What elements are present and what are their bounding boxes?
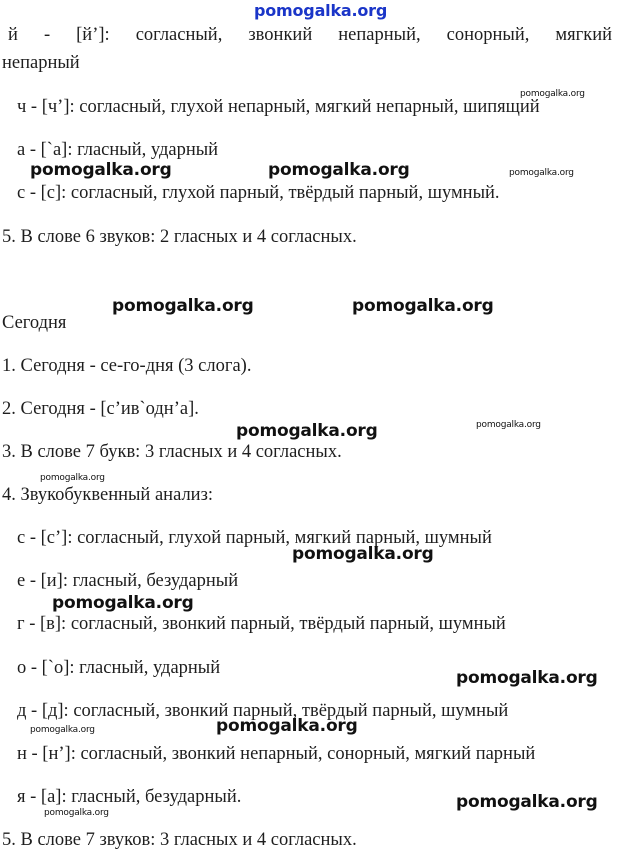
list-item-letters: 3. В слове 7 букв: 3 гласных и 4 согласных. <box>2 442 342 462</box>
watermark: pomogalka.org <box>520 89 585 99</box>
sound-line: о - [`о]: гласный, ударный <box>17 658 221 678</box>
watermark: pomogalka.org <box>112 296 254 316</box>
list-item-syllables: 1. Сегодня - се-го-дня (3 слога). <box>2 356 252 376</box>
sound-line-a: а - [`а]: гласный, ударный <box>17 140 219 160</box>
watermark: pomogalka.org <box>236 421 378 441</box>
watermark: pomogalka.org <box>216 716 358 736</box>
summary-2: 5. В слове 7 звуков: 3 гласных и 4 согласных. <box>2 830 357 850</box>
watermark: pomogalka.org <box>30 160 172 180</box>
watermark: pomogalka.org <box>30 725 95 735</box>
watermark: pomogalka.org <box>476 420 541 430</box>
sound-line: с - [с’]: согласный, глухой парный, мягкий парный, шумный <box>17 528 492 548</box>
list-item-analysis: 4. Звукобуквенный анализ: <box>2 485 214 505</box>
watermark: pomogalka.org <box>456 668 598 688</box>
sound-line: д - [д]: согласный, звонкий парный, твёрдый парный, шумный <box>17 701 509 721</box>
watermark: pomogalka.org <box>352 296 494 316</box>
sound-line: я - [а]: гласный, безударный. <box>17 787 242 807</box>
sound-line-y-continued: непарный <box>2 53 80 73</box>
summary-1: 5. В слове 6 звуков: 2 гласных и 4 согласных. <box>2 227 357 247</box>
sound-line: г - [в]: согласный, звонкий парный, твёрдый парный, шумный <box>17 614 506 634</box>
word-heading: Сегодня <box>2 313 67 333</box>
watermark: pomogalka.org <box>52 593 194 613</box>
sound-line-s: с - [с]: согласный, глухой парный, твёрдый парный, шумный. <box>17 183 500 203</box>
watermark: pomogalka.org <box>456 792 598 812</box>
sound-line-y: й - [й’]: согласный, звонкий непарный, сонорный, мягкий <box>8 25 612 45</box>
sound-line: н - [н’]: согласный, звонкий непарный, сонорный, мягкий парный <box>17 744 536 764</box>
watermark: pomogalka.org <box>509 168 574 178</box>
sound-line-ch: ч - [ч’]: согласный, глухой непарный, мягкий непарный, шипящий <box>17 97 540 117</box>
watermark: pomogalka.org <box>268 160 410 180</box>
watermark: pomogalka.org <box>44 808 109 818</box>
sound-line: е - [и]: гласный, безударный <box>17 571 239 591</box>
list-item-transcription: 2. Сегодня - [с’ив`одн’а]. <box>2 399 199 419</box>
watermark-header: pomogalka.org <box>254 1 388 20</box>
watermark: pomogalka.org <box>40 473 105 483</box>
watermark: pomogalka.org <box>292 544 434 564</box>
